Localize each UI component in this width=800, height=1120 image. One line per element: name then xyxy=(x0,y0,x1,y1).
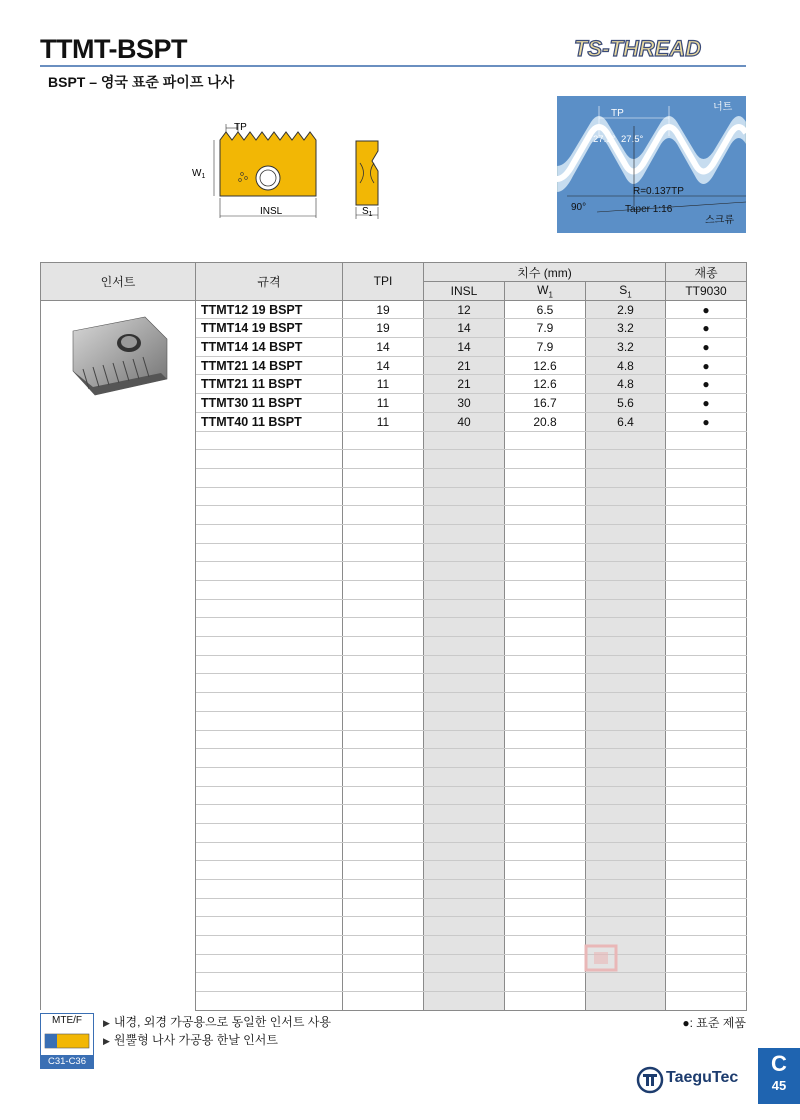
stock-cell xyxy=(666,468,747,487)
s1-cell: 3.2 xyxy=(586,338,666,357)
spec-code-cell xyxy=(196,506,343,525)
spec-code-cell xyxy=(196,637,343,656)
col-w1-header: $W_1$ xyxy=(505,282,586,301)
w1-cell xyxy=(505,749,586,768)
stock-cell xyxy=(666,823,747,842)
col-s1-header: $S_1$ xyxy=(586,282,666,301)
w1-cell: 20.8 xyxy=(505,412,586,431)
tpi-cell xyxy=(343,711,424,730)
insl-cell xyxy=(424,917,505,936)
s1-cell xyxy=(586,693,666,712)
col-insert-header: 인서트 xyxy=(41,263,196,301)
insl-cell xyxy=(424,711,505,730)
spec-code-cell xyxy=(196,973,343,992)
thread-tp-label: TP xyxy=(611,108,624,119)
insl-cell xyxy=(424,992,505,1011)
stock-cell xyxy=(666,805,747,824)
col-grade-code-header: TT9030 xyxy=(666,282,747,301)
w1-cell xyxy=(505,674,586,693)
tpi-cell xyxy=(343,618,424,637)
w1-cell xyxy=(505,898,586,917)
section-letter: C xyxy=(771,1051,787,1076)
insl-cell: 40 xyxy=(424,412,505,431)
nut-label: 너트 xyxy=(713,102,733,113)
w1-cell xyxy=(505,581,586,600)
tpi-cell xyxy=(343,880,424,899)
insl-cell xyxy=(424,823,505,842)
s1-cell xyxy=(586,618,666,637)
w1-cell xyxy=(505,655,586,674)
tpi-cell: 11 xyxy=(343,394,424,413)
stock-cell xyxy=(666,992,747,1011)
right-angle-label: 90° xyxy=(571,202,587,213)
spec-code-cell xyxy=(196,823,343,842)
insl-cell xyxy=(424,674,505,693)
insl-cell xyxy=(424,842,505,861)
thread-profile-diagram xyxy=(557,96,746,233)
insl-cell xyxy=(424,786,505,805)
w1-dimension-label: $W_1$ xyxy=(192,168,206,180)
s1-cell xyxy=(586,655,666,674)
w1-cell xyxy=(505,842,586,861)
stock-cell xyxy=(666,637,747,656)
page-number: 45 xyxy=(771,1078,787,1093)
w1-cell xyxy=(505,543,586,562)
col-grade-header: 재종 xyxy=(666,263,747,282)
stock-cell xyxy=(666,618,747,637)
tp-dimension-label: TP xyxy=(234,122,247,133)
insl-cell xyxy=(424,637,505,656)
w1-cell xyxy=(505,637,586,656)
insl-cell xyxy=(424,805,505,824)
tpi-cell xyxy=(343,973,424,992)
tpi-cell xyxy=(343,506,424,525)
w1-cell xyxy=(505,431,586,450)
stock-cell xyxy=(666,730,747,749)
s1-cell xyxy=(586,711,666,730)
s1-cell xyxy=(586,805,666,824)
s1-cell xyxy=(586,749,666,768)
w1-cell: 7.9 xyxy=(505,338,586,357)
section-tab xyxy=(758,1048,800,1104)
screw-label: 스크류 xyxy=(705,215,734,226)
s1-cell xyxy=(586,450,666,469)
stock-cell xyxy=(666,898,747,917)
w1-cell xyxy=(505,468,586,487)
s1-cell: 4.8 xyxy=(586,375,666,394)
s1-cell: 5.6 xyxy=(586,394,666,413)
stock-cell xyxy=(666,786,747,805)
holder-reference[interactable] xyxy=(40,1013,94,1069)
spec-code-cell xyxy=(196,842,343,861)
w1-cell xyxy=(505,730,586,749)
insl-cell xyxy=(424,562,505,581)
spec-code-cell xyxy=(196,861,343,880)
company-name: TaeguTec xyxy=(666,1069,739,1086)
table-row xyxy=(41,300,747,319)
watermark-logo xyxy=(566,942,676,1002)
stock-cell xyxy=(666,674,747,693)
insl-cell xyxy=(424,693,505,712)
s1-cell xyxy=(586,861,666,880)
spec-code-cell: TTMT21 14 BSPT xyxy=(196,356,343,375)
spec-code-cell xyxy=(196,487,343,506)
insl-cell xyxy=(424,954,505,973)
stock-cell xyxy=(666,917,747,936)
spec-code-cell xyxy=(196,880,343,899)
w1-cell xyxy=(505,861,586,880)
spec-code-cell xyxy=(196,431,343,450)
tpi-cell xyxy=(343,730,424,749)
tpi-cell xyxy=(343,599,424,618)
col-insl-header: INSL xyxy=(424,282,505,301)
s1-cell xyxy=(586,823,666,842)
s1-cell xyxy=(586,562,666,581)
s1-cell xyxy=(586,524,666,543)
tpi-cell xyxy=(343,954,424,973)
w1-cell xyxy=(505,618,586,637)
stock-cell xyxy=(666,524,747,543)
stock-cell xyxy=(666,431,747,450)
spec-code-cell xyxy=(196,749,343,768)
stock-cell: ● xyxy=(666,300,747,319)
insl-cell xyxy=(424,861,505,880)
s1-cell xyxy=(586,730,666,749)
stock-cell: ● xyxy=(666,412,747,431)
tpi-cell xyxy=(343,487,424,506)
insl-cell xyxy=(424,581,505,600)
spec-code-cell xyxy=(196,618,343,637)
w1-cell: 16.7 xyxy=(505,394,586,413)
holder-label: MTE/F xyxy=(52,1015,82,1026)
triangle-bullet-icon: ▶ xyxy=(103,1036,110,1046)
stock-cell xyxy=(666,506,747,525)
spec-code-cell xyxy=(196,898,343,917)
spec-code-cell xyxy=(196,562,343,581)
legend-note: ●: 표준 제품 xyxy=(682,1016,746,1030)
s1-cell xyxy=(586,786,666,805)
tpi-cell xyxy=(343,917,424,936)
s1-cell: 2.9 xyxy=(586,300,666,319)
w1-cell xyxy=(505,786,586,805)
notes-list xyxy=(103,1014,331,1050)
tpi-cell xyxy=(343,936,424,955)
tpi-cell xyxy=(343,524,424,543)
tpi-cell xyxy=(343,655,424,674)
spec-code-cell xyxy=(196,655,343,674)
stock-cell xyxy=(666,767,747,786)
col-tpi-header: TPI xyxy=(343,263,424,301)
spec-code-cell xyxy=(196,767,343,786)
s1-dimension-label: $S_1$ xyxy=(362,206,373,218)
insl-cell xyxy=(424,749,505,768)
tpi-cell xyxy=(343,693,424,712)
col-dimensions-header: 치수 (mm) xyxy=(424,263,666,282)
tpi-cell xyxy=(343,581,424,600)
spec-code-cell: TTMT30 11 BSPT xyxy=(196,394,343,413)
w1-cell: 12.6 xyxy=(505,375,586,394)
s1-cell: 3.2 xyxy=(586,319,666,338)
tpi-cell: 11 xyxy=(343,375,424,394)
insl-cell xyxy=(424,655,505,674)
stock-cell: ● xyxy=(666,319,747,338)
s1-cell xyxy=(586,674,666,693)
insl-cell xyxy=(424,730,505,749)
s1-cell xyxy=(586,468,666,487)
s1-cell: 6.4 xyxy=(586,412,666,431)
spec-code-cell xyxy=(196,711,343,730)
insl-cell: 14 xyxy=(424,319,505,338)
insl-cell: 21 xyxy=(424,375,505,394)
tpi-cell xyxy=(343,805,424,824)
s1-cell xyxy=(586,637,666,656)
s1-cell xyxy=(586,506,666,525)
stock-cell xyxy=(666,842,747,861)
s1-cell xyxy=(586,581,666,600)
w1-cell xyxy=(505,805,586,824)
tpi-cell xyxy=(343,823,424,842)
insl-cell xyxy=(424,487,505,506)
s1-cell xyxy=(586,431,666,450)
stock-cell xyxy=(666,487,747,506)
tpi-cell: 14 xyxy=(343,356,424,375)
w1-cell xyxy=(505,823,586,842)
tpi-cell: 14 xyxy=(343,338,424,357)
insl-dimension-label: INSL xyxy=(260,206,283,217)
insert-photo xyxy=(63,309,173,399)
s1-cell xyxy=(586,880,666,899)
col-spec-header: 규격 xyxy=(196,263,343,301)
w1-cell xyxy=(505,562,586,581)
holder-pages: C31-C36 xyxy=(41,1055,93,1068)
w1-cell: 7.9 xyxy=(505,319,586,338)
title-divider xyxy=(40,65,746,67)
tpi-cell xyxy=(343,468,424,487)
s1-cell xyxy=(586,487,666,506)
stock-cell xyxy=(666,655,747,674)
insl-cell: 12 xyxy=(424,300,505,319)
spec-code-cell xyxy=(196,730,343,749)
w1-cell xyxy=(505,711,586,730)
w1-cell xyxy=(505,524,586,543)
insl-cell xyxy=(424,936,505,955)
spec-table xyxy=(40,262,747,1011)
insert-dimension-drawing xyxy=(190,118,330,222)
spec-code-cell xyxy=(196,917,343,936)
insl-cell xyxy=(424,468,505,487)
insl-cell xyxy=(424,450,505,469)
insl-cell xyxy=(424,524,505,543)
s1-cell xyxy=(586,767,666,786)
insl-cell xyxy=(424,880,505,899)
stock-cell: ● xyxy=(666,356,747,375)
spec-code-cell xyxy=(196,468,343,487)
insl-cell xyxy=(424,767,505,786)
stock-cell: ● xyxy=(666,375,747,394)
s1-cell xyxy=(586,842,666,861)
s1-cell xyxy=(586,599,666,618)
tpi-cell xyxy=(343,637,424,656)
w1-cell xyxy=(505,450,586,469)
insl-cell xyxy=(424,506,505,525)
w1-cell xyxy=(505,599,586,618)
tpi-cell xyxy=(343,786,424,805)
s1-cell xyxy=(586,898,666,917)
page-title: TTMT-BSPT xyxy=(40,34,187,64)
spec-code-cell xyxy=(196,581,343,600)
ts-thread-logo xyxy=(570,34,748,64)
stock-cell xyxy=(666,880,747,899)
w1-cell xyxy=(505,693,586,712)
tpi-cell xyxy=(343,767,424,786)
spec-code-cell: TTMT12 19 BSPT xyxy=(196,300,343,319)
s1-cell xyxy=(586,917,666,936)
spec-code-cell xyxy=(196,954,343,973)
spec-code-cell xyxy=(196,543,343,562)
stock-cell xyxy=(666,711,747,730)
w1-cell: 12.6 xyxy=(505,356,586,375)
stock-cell xyxy=(666,581,747,600)
tpi-cell: 19 xyxy=(343,319,424,338)
stock-cell: ● xyxy=(666,394,747,413)
spec-code-cell: TTMT40 11 BSPT xyxy=(196,412,343,431)
spec-code-cell xyxy=(196,992,343,1011)
insert-side-drawing xyxy=(348,135,388,225)
tpi-cell xyxy=(343,562,424,581)
spec-code-cell xyxy=(196,674,343,693)
note-item: ▶ 내경, 외경 가공용으로 동일한 인서트 사용 xyxy=(103,1015,331,1029)
insl-cell xyxy=(424,618,505,637)
tpi-cell xyxy=(343,450,424,469)
tpi-cell: 11 xyxy=(343,412,424,431)
tpi-cell xyxy=(343,842,424,861)
insl-cell: 14 xyxy=(424,338,505,357)
spec-code-cell xyxy=(196,786,343,805)
stock-cell xyxy=(666,599,747,618)
tpi-cell xyxy=(343,749,424,768)
spec-code-cell xyxy=(196,693,343,712)
stock-cell xyxy=(666,973,747,992)
tpi-cell xyxy=(343,898,424,917)
tpi-cell: 19 xyxy=(343,300,424,319)
tpi-cell xyxy=(343,674,424,693)
stock-cell xyxy=(666,861,747,880)
flank-angle-left: 27.5° xyxy=(593,134,616,145)
taper-label: Taper 1:16 xyxy=(625,204,673,215)
insl-cell xyxy=(424,543,505,562)
insert-photo-cell xyxy=(41,300,196,1010)
spec-code-cell xyxy=(196,450,343,469)
insl-cell: 21 xyxy=(424,356,505,375)
tpi-cell xyxy=(343,861,424,880)
stock-cell xyxy=(666,749,747,768)
spec-code-cell xyxy=(196,936,343,955)
taegutec-logo-icon xyxy=(636,1066,664,1094)
spec-code-cell xyxy=(196,599,343,618)
s1-cell xyxy=(586,543,666,562)
stock-cell xyxy=(666,954,747,973)
w1-cell xyxy=(505,880,586,899)
tpi-cell xyxy=(343,543,424,562)
insl-cell xyxy=(424,973,505,992)
svg-text:TS-THREAD: TS-THREAD xyxy=(574,36,702,61)
flank-angle-right: 27.5° xyxy=(621,134,644,145)
w1-cell xyxy=(505,767,586,786)
w1-cell xyxy=(505,487,586,506)
spec-code-cell: TTMT21 11 BSPT xyxy=(196,375,343,394)
stock-cell xyxy=(666,936,747,955)
w1-cell xyxy=(505,506,586,525)
stock-cell xyxy=(666,693,747,712)
insl-cell xyxy=(424,431,505,450)
insl-cell xyxy=(424,898,505,917)
stock-cell xyxy=(666,543,747,562)
spec-code-cell: TTMT14 19 BSPT xyxy=(196,319,343,338)
note-item: ▶ 원뿔형 나사 가공용 한날 인서트 xyxy=(103,1033,278,1047)
w1-cell xyxy=(505,917,586,936)
radius-label: R=0.137TP xyxy=(633,186,684,197)
insl-cell: 30 xyxy=(424,394,505,413)
triangle-bullet-icon: ▶ xyxy=(103,1018,110,1028)
stock-cell: ● xyxy=(666,338,747,357)
spec-code-cell xyxy=(196,524,343,543)
w1-cell: 6.5 xyxy=(505,300,586,319)
page-subtitle: BSPT – 영국 표준 파이프 나사 xyxy=(48,74,235,90)
s1-cell: 4.8 xyxy=(586,356,666,375)
spec-code-cell: TTMT14 14 BSPT xyxy=(196,338,343,357)
holder-icon xyxy=(41,1028,93,1054)
tpi-cell xyxy=(343,992,424,1011)
stock-cell xyxy=(666,562,747,581)
spec-code-cell xyxy=(196,805,343,824)
tpi-cell xyxy=(343,431,424,450)
stock-cell xyxy=(666,450,747,469)
insl-cell xyxy=(424,599,505,618)
